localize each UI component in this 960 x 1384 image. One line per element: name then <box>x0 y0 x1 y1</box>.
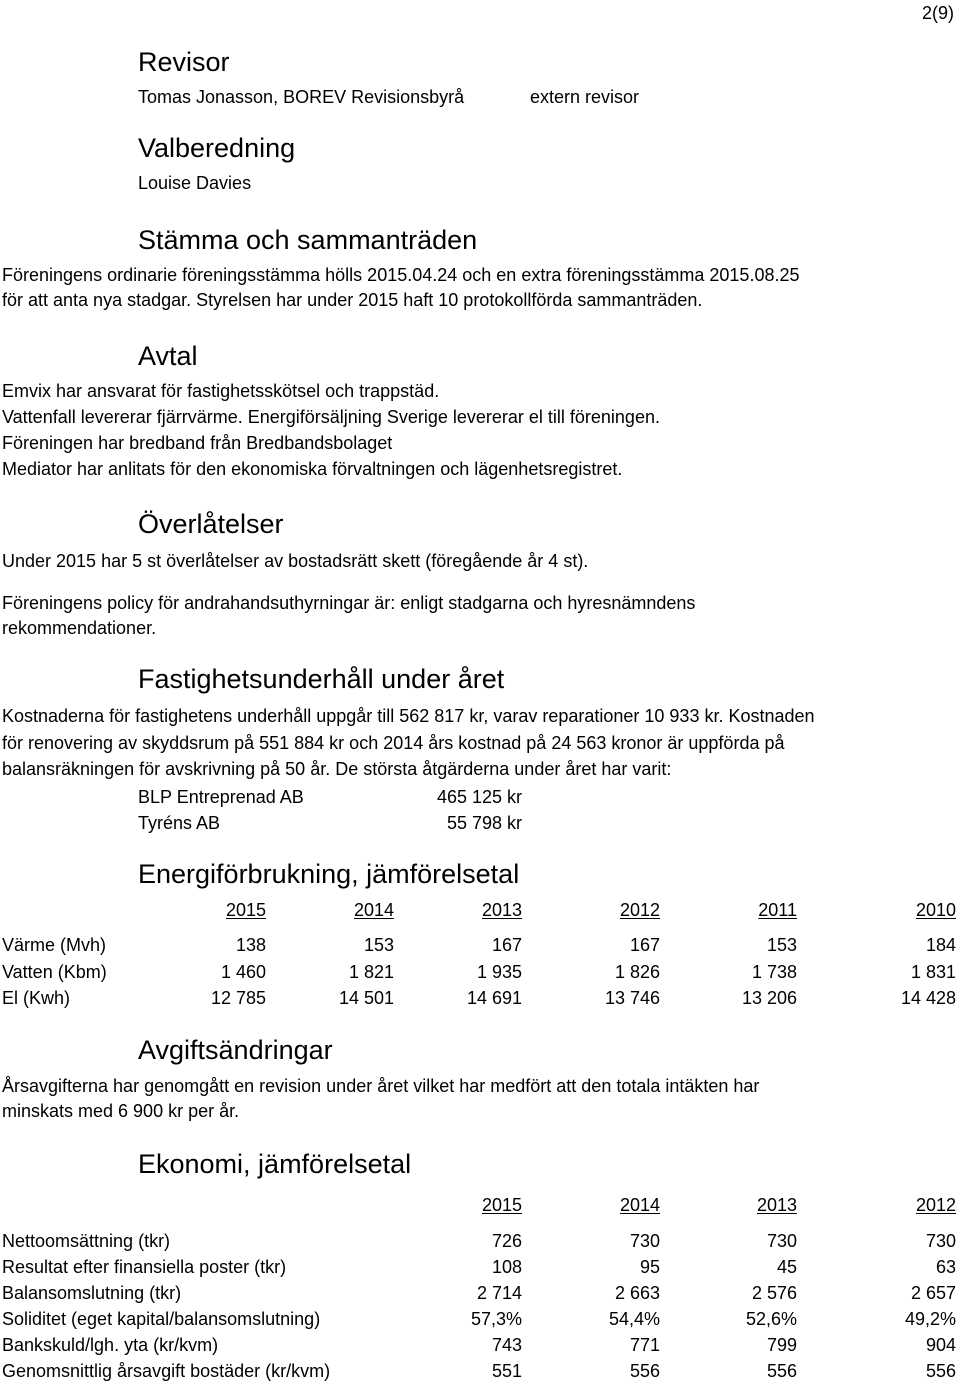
energi-cell: 167 <box>491 935 522 955</box>
energi-heading: Energiförbrukning, jämförelsetal <box>138 859 520 889</box>
ekonomi-cell: 730 <box>925 1231 956 1251</box>
ekonomi-cell: 799 <box>766 1335 797 1355</box>
energi-year-header: 2010 <box>915 900 956 920</box>
ekonomi-row-label: Resultat efter finansiella poster (tkr) <box>2 1257 287 1277</box>
underhall-item-amount: 465 125 kr <box>436 787 522 807</box>
ekonomi-row-label: Genomsnittlig årsavgift bostäder (kr/kvm) <box>2 1361 331 1381</box>
ekonomi-cell: 556 <box>925 1361 956 1381</box>
ekonomi-cell: 726 <box>491 1231 522 1251</box>
energi-year-header: 2012 <box>619 900 660 920</box>
energi-cell: 1 460 <box>220 961 266 982</box>
underhall-line-2: för renovering av skyddsrum på 551 884 kr och 2014 års kostnad på 24 563 kronor är uppförda på <box>2 733 785 753</box>
energi-cell: 167 <box>629 935 660 955</box>
underhall-item-name: BLP Entreprenad AB <box>138 787 304 807</box>
ekonomi-row-label: Bankskuld/lgh. yta (kr/kvm) <box>2 1335 219 1355</box>
energi-cell: 13 206 <box>741 988 797 1008</box>
energi-year-header: 2011 <box>758 900 797 920</box>
ekonomi-cell: 2 663 <box>614 1283 660 1303</box>
energi-cell: 153 <box>766 935 797 955</box>
energi-cell: 184 <box>925 935 956 955</box>
energi-year-header: 2015 <box>225 900 266 920</box>
overlatelser-heading: Överlåtelser <box>138 509 284 539</box>
energi-cell: 1 738 <box>751 961 797 982</box>
ekonomi-cell: 743 <box>491 1335 522 1355</box>
ekonomi-cell: 57,3% <box>470 1309 522 1329</box>
revisor-role: extern revisor <box>530 87 640 107</box>
ekonomi-row-label: Balansomslutning (tkr) <box>2 1283 182 1303</box>
avgift-line-1: Årsavgifterna har genomgått en revision under året vilket har medfört att den totala intäkten har <box>2 1076 760 1096</box>
ekonomi-year-header: 2015 <box>481 1195 522 1215</box>
ekonomi-cell: 108 <box>491 1257 522 1277</box>
energi-row-label: Vatten (Kbm) <box>2 961 107 982</box>
avtal-heading: Avtal <box>138 341 198 371</box>
underhall-heading: Fastighetsunderhåll under året <box>138 664 505 694</box>
energi-cell: 153 <box>363 935 394 955</box>
ekonomi-cell: 904 <box>925 1335 956 1355</box>
ekonomi-row-label: Soliditet (eget kapital/balansomslutning) <box>2 1309 321 1329</box>
ekonomi-cell: 2 576 <box>751 1283 797 1303</box>
revisor-name: Tomas Jonasson, BOREV Revisionsbyrå <box>138 87 465 107</box>
page-number: 2(9) <box>921 3 954 23</box>
ekonomi-cell: 730 <box>629 1231 660 1251</box>
stamma-line-2: för att anta nya stadgar. Styrelsen har under 2015 haft 10 protokollförda sammanträden. <box>2 290 703 310</box>
energi-cell: 1 831 <box>910 961 956 982</box>
energi-cell: 14 428 <box>900 988 956 1008</box>
avtal-line-3: Föreningen har bredband från Bredbandsbolaget <box>2 433 393 453</box>
ekonomi-cell: 556 <box>629 1361 660 1381</box>
energi-row-label: El (Kwh) <box>2 988 71 1008</box>
ekonomi-cell: 2 714 <box>476 1283 522 1303</box>
ekonomi-year-header: 2012 <box>915 1195 956 1215</box>
energi-cell: 1 826 <box>614 961 660 982</box>
stamma-line-1: Föreningens ordinarie föreningsstämma hölls 2015.04.24 och en extra föreningsstämma 2015.08.25 <box>2 265 800 285</box>
avtal-line-2: Vattenfall levererar fjärrvärme. Energiförsäljning Sverige levererar el till föreningen. <box>2 407 660 427</box>
revisor-heading: Revisor <box>138 47 230 77</box>
energi-year-header: 2013 <box>481 900 522 920</box>
ekonomi-cell: 95 <box>639 1257 660 1277</box>
avgift-heading: Avgiftsändringar <box>138 1035 333 1065</box>
ekonomi-cell: 551 <box>491 1361 522 1381</box>
ekonomi-cell: 63 <box>935 1257 956 1277</box>
energi-cell: 1 935 <box>476 961 522 982</box>
underhall-line-1: Kostnaderna för fastighetens underhåll uppgår till 562 817 kr, varav reparationer 10 933 kr. Kostnaden <box>2 706 815 726</box>
ekonomi-cell: 2 657 <box>910 1283 956 1303</box>
energi-cell: 14 501 <box>338 988 394 1008</box>
energi-year-header: 2014 <box>353 900 394 920</box>
energi-cell: 14 691 <box>466 988 522 1008</box>
ekonomi-cell: 771 <box>629 1335 660 1355</box>
avgift-line-2: minskats med 6 900 kr per år. <box>2 1101 240 1121</box>
underhall-item-name: Tyréns AB <box>138 813 221 833</box>
energi-cell: 138 <box>235 935 266 955</box>
energi-cell: 12 785 <box>210 988 266 1008</box>
ekonomi-row-label: Nettoomsättning (tkr) <box>2 1231 171 1251</box>
avtal-line-4: Mediator har anlitats för den ekonomiska förvaltningen och lägenhetsregistret. <box>2 459 623 479</box>
ekonomi-cell: 730 <box>766 1231 797 1251</box>
energi-row-label: Värme (Mvh) <box>2 935 107 955</box>
ekonomi-year-header: 2014 <box>619 1195 660 1215</box>
energi-cell: 13 746 <box>604 988 660 1008</box>
underhall-item-amount: 55 798 kr <box>446 813 522 833</box>
overlatelser-line-2: Föreningens policy för andrahandsuthyrningar är: enligt stadgarna och hyresnämndens <box>2 593 696 613</box>
avtal-line-1: Emvix har ansvarat för fastighetsskötsel och trappstäd. <box>2 381 440 401</box>
ekonomi-cell: 49,2% <box>904 1309 956 1329</box>
ekonomi-cell: 52,6% <box>745 1309 797 1329</box>
ekonomi-cell: 45 <box>776 1257 797 1277</box>
ekonomi-cell: 54,4% <box>608 1309 660 1329</box>
valberedning-member: Louise Davies <box>138 173 252 193</box>
underhall-line-3: balansräkningen för avskrivning på 50 år. De största åtgärderna under året har varit: <box>2 759 672 779</box>
overlatelser-line-3: rekommendationer. <box>2 618 157 638</box>
overlatelser-line-1: Under 2015 har 5 st överlåtelser av bostadsrätt skett (föregående år 4 st). <box>2 551 589 571</box>
stamma-heading: Stämma och sammanträden <box>138 225 478 255</box>
ekonomi-year-header: 2013 <box>756 1195 797 1215</box>
ekonomi-heading: Ekonomi, jämförelsetal <box>138 1149 412 1179</box>
energi-cell: 1 821 <box>348 961 394 982</box>
ekonomi-cell: 556 <box>766 1361 797 1381</box>
valberedning-heading: Valberedning <box>138 133 296 163</box>
